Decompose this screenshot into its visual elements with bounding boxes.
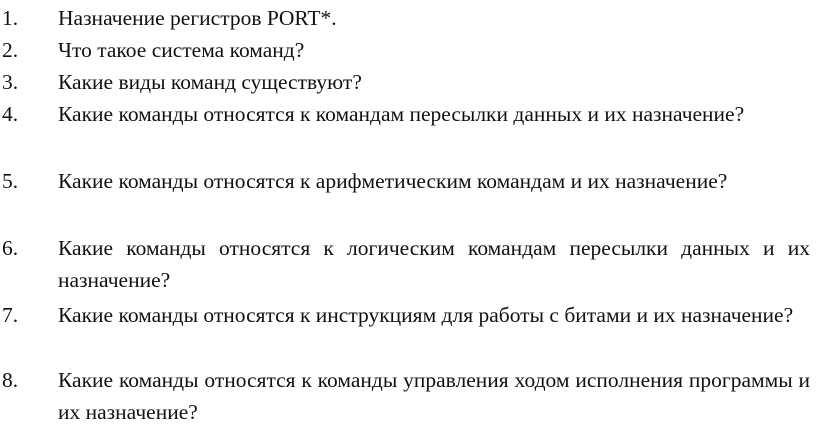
list-item-number: 4. xyxy=(2,102,19,126)
list-item-text: Что такое система команд? xyxy=(58,38,305,62)
list-item-number: 3. xyxy=(2,70,19,94)
list-item-text: Какие команды относятся к инструкциям для работы с битами и их назначение? xyxy=(58,303,794,327)
list-item-text: Какие команды относятся к логическим командам пересылки данных и их назначение? xyxy=(58,236,810,292)
list-item-number: 7. xyxy=(2,303,19,327)
list-item-text: Какие виды команд существуют? xyxy=(58,70,362,94)
list-item-number: 8. xyxy=(2,368,19,392)
list-item-text: Какие команды относятся к арифметическим командам и их назначение? xyxy=(58,169,728,193)
list-item-number: 6. xyxy=(2,236,19,260)
list-item-number: 5. xyxy=(2,169,19,193)
list-item-text: Назначение регистров PORT*. xyxy=(58,6,337,30)
list-item-number: 1. xyxy=(2,6,19,30)
list-item-text: Какие команды относятся к командам пересылки данных и их назначение? xyxy=(58,102,745,126)
list-item-number: 2. xyxy=(2,38,19,62)
list-item-text: Какие команды относятся к команды управления ходом исполнения программы и их назначение? xyxy=(58,368,810,424)
